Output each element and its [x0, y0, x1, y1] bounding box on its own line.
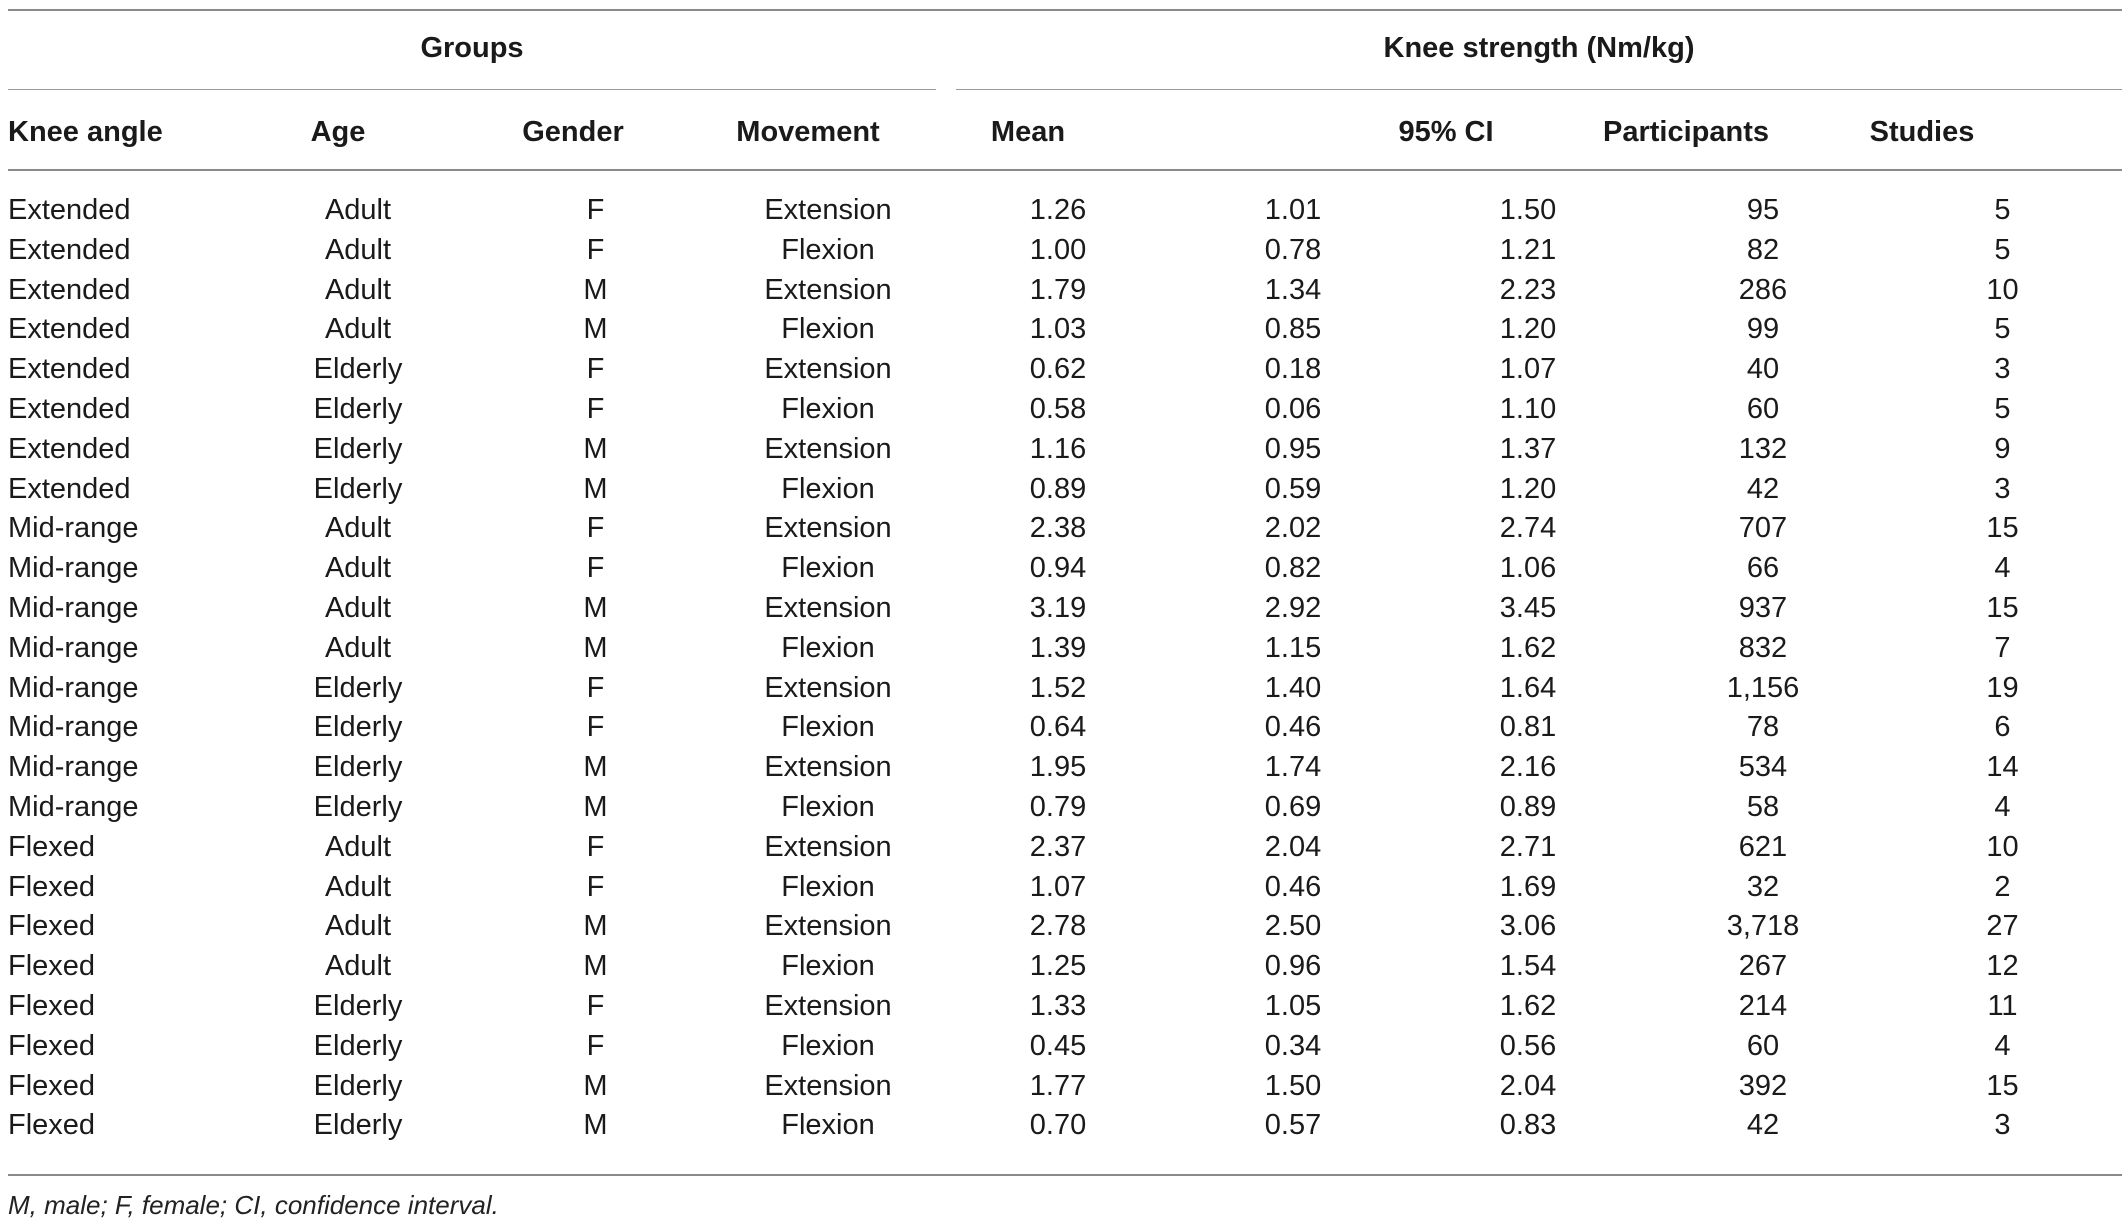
knee-angle-cell: Flexed — [8, 1029, 96, 1062]
ci-lower-cell: 1.34 — [1264, 273, 1322, 306]
studies-cell: 3 — [1994, 472, 2011, 505]
studies-cell: 11 — [1987, 989, 2018, 1022]
movement-cell: Extension — [764, 751, 892, 784]
age-cell: Elderly — [313, 1069, 403, 1102]
movement-cell: Extension — [764, 591, 892, 624]
knee-angle-cell: Mid-range — [8, 631, 139, 664]
col-header-knee-angle: Knee angle — [8, 116, 163, 148]
knee-angle-cell: Flexed — [8, 1069, 96, 1102]
ci-upper-cell: 2.71 — [1499, 830, 1557, 863]
ci-upper-cell: 1.50 — [1499, 194, 1557, 226]
studies-cell: 9 — [1994, 432, 2011, 465]
mean-cell: 0.79 — [1029, 790, 1087, 823]
col-header-mean: Mean — [990, 116, 1066, 148]
participants-cell: 621 — [1738, 830, 1788, 863]
age-cell: Adult — [324, 870, 392, 903]
knee-angle-cell: Extended — [8, 273, 131, 306]
ci-lower-cell: 0.06 — [1264, 392, 1322, 425]
ci-upper-cell: 3.45 — [1499, 591, 1557, 624]
movement-cell: Extension — [764, 989, 892, 1022]
knee-strength-table — [8, 191, 2122, 1146]
participants-cell: 58 — [1746, 790, 1780, 823]
age-cell: Adult — [324, 233, 392, 266]
groups-header: Groups — [420, 32, 524, 64]
knee-angle-cell: Extended — [8, 392, 131, 425]
mean-cell: 0.64 — [1029, 711, 1087, 744]
gender-cell: F — [586, 233, 605, 266]
knee-angle-cell: Mid-range — [8, 751, 139, 784]
studies-cell: 5 — [1994, 313, 2011, 346]
strength-underline — [956, 89, 2122, 90]
participants-cell: 82 — [1746, 233, 1780, 266]
knee-angle-cell: Mid-range — [8, 671, 139, 704]
movement-cell: Flexion — [781, 631, 875, 664]
participants-cell: 40 — [1746, 353, 1780, 386]
col-header-movement: Movement — [736, 116, 880, 148]
studies-cell: 27 — [1986, 910, 2019, 943]
gender-cell: F — [586, 671, 605, 704]
ci-upper-cell: 1.20 — [1499, 472, 1557, 505]
gender-cell: M — [583, 910, 608, 943]
ci-lower-cell: 0.82 — [1264, 552, 1322, 585]
gender-cell: F — [586, 1029, 605, 1062]
ci-upper-cell: 1.10 — [1499, 392, 1557, 425]
mean-cell: 1.26 — [1029, 194, 1087, 226]
ci-lower-cell: 0.46 — [1264, 711, 1322, 744]
ci-upper-cell: 2.74 — [1499, 512, 1557, 545]
participants-cell: 99 — [1746, 313, 1780, 346]
table-row — [8, 669, 2122, 709]
gender-cell: F — [586, 392, 605, 425]
mean-cell: 1.00 — [1029, 233, 1087, 266]
knee-angle-cell: Flexed — [8, 950, 96, 983]
knee-angle-cell: Flexed — [8, 830, 96, 863]
age-cell: Adult — [324, 950, 392, 983]
movement-cell: Flexion — [781, 233, 875, 266]
ci-lower-cell: 1.05 — [1264, 989, 1322, 1022]
ci-upper-cell: 1.64 — [1499, 671, 1557, 704]
ci-lower-cell: 1.74 — [1264, 751, 1322, 784]
col-header-age: Age — [310, 116, 366, 148]
mean-cell: 1.79 — [1029, 273, 1087, 306]
col-header-ci: 95% CI — [1398, 116, 1494, 148]
table-row — [8, 947, 2122, 987]
gender-cell: F — [586, 353, 605, 386]
mean-cell: 1.07 — [1029, 870, 1087, 903]
studies-cell: 19 — [1986, 671, 2019, 704]
table-row — [8, 1027, 2122, 1067]
participants-cell: 42 — [1746, 472, 1780, 505]
mean-cell: 3.19 — [1029, 591, 1087, 624]
participants-cell: 267 — [1738, 950, 1788, 983]
age-cell: Adult — [324, 552, 392, 585]
studies-cell: 5 — [1994, 233, 2011, 266]
participants-cell: 707 — [1738, 512, 1788, 545]
participants-cell: 937 — [1738, 591, 1788, 624]
movement-cell: Flexion — [781, 870, 875, 903]
movement-cell: Extension — [764, 194, 892, 226]
movement-cell: Extension — [764, 512, 892, 545]
studies-cell: 15 — [1986, 591, 2019, 624]
table-row — [8, 748, 2122, 788]
age-cell: Adult — [324, 194, 392, 226]
age-cell: Adult — [324, 313, 392, 346]
ci-upper-cell: 0.56 — [1499, 1029, 1557, 1062]
participants-cell: 32 — [1746, 870, 1780, 903]
col-header-participants: Participants — [1603, 116, 1769, 148]
age-cell: Elderly — [313, 1109, 403, 1142]
participants-cell: 66 — [1746, 552, 1780, 585]
mean-cell: 1.39 — [1029, 631, 1087, 664]
studies-cell: 3 — [1994, 1109, 2011, 1142]
gender-cell: F — [586, 194, 605, 226]
gender-cell: M — [583, 472, 608, 505]
ci-lower-cell: 2.04 — [1264, 830, 1322, 863]
studies-cell: 4 — [1994, 552, 2011, 585]
ci-lower-cell: 0.69 — [1264, 790, 1322, 823]
movement-cell: Extension — [764, 671, 892, 704]
ci-lower-cell: 2.92 — [1264, 591, 1322, 624]
participants-cell: 534 — [1738, 751, 1788, 784]
age-cell: Elderly — [313, 711, 403, 744]
age-cell: Elderly — [313, 989, 403, 1022]
ci-upper-cell: 0.89 — [1499, 790, 1557, 823]
ci-upper-cell: 3.06 — [1499, 910, 1557, 943]
table-row — [8, 231, 2122, 271]
knee-angle-cell: Extended — [8, 313, 131, 346]
ci-lower-cell: 2.02 — [1264, 512, 1322, 545]
studies-cell: 5 — [1994, 392, 2011, 425]
movement-cell: Extension — [764, 432, 892, 465]
ci-upper-cell: 2.04 — [1499, 1069, 1557, 1102]
studies-cell: 5 — [1994, 194, 2011, 226]
movement-cell: Flexion — [781, 711, 875, 744]
knee-angle-cell: Flexed — [8, 910, 96, 943]
gender-cell: F — [586, 711, 605, 744]
studies-cell: 15 — [1986, 1069, 2019, 1102]
mean-cell: 1.16 — [1029, 432, 1087, 465]
age-cell: Elderly — [313, 790, 403, 823]
movement-cell: Extension — [764, 910, 892, 943]
ci-upper-cell: 1.06 — [1499, 552, 1557, 585]
age-cell: Adult — [324, 512, 392, 545]
gender-cell: M — [583, 950, 608, 983]
mean-cell: 0.58 — [1029, 392, 1087, 425]
movement-cell: Flexion — [781, 552, 875, 585]
age-cell: Elderly — [313, 751, 403, 784]
table-row — [8, 907, 2122, 947]
mean-cell: 2.37 — [1029, 830, 1087, 863]
age-cell: Adult — [324, 910, 392, 943]
gender-cell: F — [586, 552, 605, 585]
col-header-studies: Studies — [1869, 116, 1975, 148]
ci-upper-cell: 2.23 — [1499, 273, 1557, 306]
table-row — [8, 390, 2122, 430]
mean-cell: 1.25 — [1029, 950, 1087, 983]
table-row — [8, 350, 2122, 390]
ci-lower-cell: 0.96 — [1264, 950, 1322, 983]
mean-cell: 0.94 — [1029, 552, 1087, 585]
movement-cell: Extension — [764, 1069, 892, 1102]
gender-cell: F — [586, 512, 605, 545]
ci-lower-cell: 0.95 — [1264, 432, 1322, 465]
table-top-rule — [8, 9, 2122, 11]
age-cell: Elderly — [313, 432, 403, 465]
age-cell: Elderly — [313, 353, 403, 386]
mean-cell: 0.62 — [1029, 353, 1087, 386]
mean-cell: 0.70 — [1029, 1109, 1087, 1142]
movement-cell: Flexion — [781, 472, 875, 505]
knee-angle-cell: Extended — [8, 472, 131, 505]
table-row — [8, 788, 2122, 828]
table-row — [8, 509, 2122, 549]
movement-cell: Extension — [764, 353, 892, 386]
table-row — [8, 191, 2122, 231]
gender-cell: M — [583, 751, 608, 784]
age-cell: Elderly — [313, 671, 403, 704]
ci-upper-cell: 2.16 — [1499, 751, 1557, 784]
table-row — [8, 828, 2122, 868]
ci-lower-cell: 0.34 — [1264, 1029, 1322, 1062]
studies-cell: 4 — [1994, 790, 2011, 823]
participants-cell: 832 — [1738, 631, 1788, 664]
ci-lower-cell: 1.40 — [1264, 671, 1322, 704]
table-row — [8, 589, 2122, 629]
studies-cell: 10 — [1986, 830, 2019, 863]
table-row — [8, 310, 2122, 350]
studies-cell: 15 — [1986, 512, 2019, 545]
header-bottom-rule — [8, 169, 2122, 171]
ci-upper-cell: 1.69 — [1499, 870, 1557, 903]
ci-upper-cell: 1.37 — [1499, 432, 1557, 465]
ci-lower-cell: 2.50 — [1264, 910, 1322, 943]
ci-upper-cell: 0.83 — [1499, 1109, 1557, 1142]
mean-cell: 1.77 — [1029, 1069, 1087, 1102]
knee-angle-cell: Flexed — [8, 989, 96, 1022]
knee-angle-cell: Extended — [8, 353, 131, 386]
table-bottom-rule — [8, 1174, 2122, 1176]
ci-upper-cell: 1.20 — [1499, 313, 1557, 346]
studies-cell: 6 — [1994, 711, 2011, 744]
gender-cell: M — [583, 631, 608, 664]
ci-lower-cell: 0.57 — [1264, 1109, 1322, 1142]
ci-lower-cell: 0.78 — [1264, 233, 1322, 266]
participants-cell: 60 — [1746, 1029, 1780, 1062]
knee-angle-cell: Mid-range — [8, 552, 139, 585]
ci-lower-cell: 0.46 — [1264, 870, 1322, 903]
gender-cell: M — [583, 591, 608, 624]
participants-cell: 132 — [1738, 432, 1788, 465]
studies-cell: 3 — [1994, 353, 2011, 386]
ci-lower-cell: 1.15 — [1264, 631, 1322, 664]
table-body — [8, 191, 2122, 1146]
age-cell: Elderly — [313, 392, 403, 425]
mean-cell: 0.45 — [1029, 1029, 1087, 1062]
col-header-gender: Gender — [522, 116, 624, 148]
movement-cell: Flexion — [781, 790, 875, 823]
knee-angle-cell: Extended — [8, 194, 131, 226]
knee-angle-cell: Extended — [8, 432, 131, 465]
knee-angle-cell: Mid-range — [8, 512, 139, 545]
movement-cell: Flexion — [781, 950, 875, 983]
table-row — [8, 1067, 2122, 1107]
knee-strength-header: Knee strength (Nm/kg) — [1383, 32, 1695, 64]
table-row — [8, 430, 2122, 470]
column-header-row — [8, 108, 2122, 156]
table-row — [8, 549, 2122, 589]
age-cell: Elderly — [313, 472, 403, 505]
table-row — [8, 868, 2122, 908]
movement-cell: Extension — [764, 273, 892, 306]
movement-cell: Flexion — [781, 313, 875, 346]
participants-cell: 78 — [1746, 711, 1780, 744]
ci-lower-cell: 0.18 — [1264, 353, 1322, 386]
ci-lower-cell: 1.01 — [1264, 194, 1322, 226]
ci-lower-cell: 0.59 — [1264, 472, 1322, 505]
age-cell: Elderly — [313, 1029, 403, 1062]
knee-angle-cell: Mid-range — [8, 591, 139, 624]
studies-cell: 10 — [1986, 273, 2019, 306]
table-row — [8, 629, 2122, 669]
gender-cell: M — [583, 790, 608, 823]
mean-cell: 1.03 — [1029, 313, 1087, 346]
knee-angle-cell: Extended — [8, 233, 131, 266]
table-row — [8, 987, 2122, 1027]
ci-upper-cell: 1.62 — [1499, 631, 1557, 664]
studies-cell: 2 — [1994, 870, 2011, 903]
gender-cell: F — [586, 830, 605, 863]
knee-angle-cell: Flexed — [8, 870, 96, 903]
table-footnote: M, male; F, female; CI, confidence interval. — [8, 1190, 499, 1220]
participants-cell: 392 — [1738, 1069, 1788, 1102]
studies-cell: 12 — [1986, 950, 2019, 983]
mean-cell: 0.89 — [1029, 472, 1087, 505]
ci-upper-cell: 1.21 — [1499, 233, 1557, 266]
gender-cell: F — [586, 989, 605, 1022]
participants-cell: 60 — [1746, 392, 1780, 425]
knee-angle-cell: Mid-range — [8, 790, 139, 823]
participants-cell: 3,718 — [1726, 910, 1800, 943]
participants-cell: 214 — [1738, 989, 1788, 1022]
gender-cell: M — [583, 1069, 608, 1102]
movement-cell: Extension — [764, 830, 892, 863]
mean-cell: 2.38 — [1029, 512, 1087, 545]
ci-upper-cell: 1.62 — [1499, 989, 1557, 1022]
gender-cell: M — [583, 432, 608, 465]
studies-cell: 14 — [1986, 751, 2019, 784]
participants-cell: 286 — [1738, 273, 1788, 306]
movement-cell: Flexion — [781, 1109, 875, 1142]
ci-lower-cell: 0.85 — [1264, 313, 1322, 346]
gender-cell: M — [583, 273, 608, 306]
mean-cell: 2.78 — [1029, 910, 1087, 943]
age-cell: Adult — [324, 591, 392, 624]
movement-cell: Flexion — [781, 1029, 875, 1062]
ci-upper-cell: 1.54 — [1499, 950, 1557, 983]
ci-lower-cell: 1.50 — [1264, 1069, 1322, 1102]
participants-cell: 42 — [1746, 1109, 1780, 1142]
table-row — [8, 708, 2122, 748]
mean-cell: 1.95 — [1029, 751, 1087, 784]
table-row — [8, 470, 2122, 510]
age-cell: Adult — [324, 273, 392, 306]
studies-cell: 4 — [1994, 1029, 2011, 1062]
movement-cell: Flexion — [781, 392, 875, 425]
table-row — [8, 1106, 2122, 1146]
mean-cell: 1.52 — [1029, 671, 1087, 704]
groups-underline — [8, 89, 936, 90]
knee-angle-cell: Mid-range — [8, 711, 139, 744]
gender-cell: F — [586, 870, 605, 903]
knee-angle-cell: Flexed — [8, 1109, 96, 1142]
age-cell: Adult — [324, 631, 392, 664]
age-cell: Adult — [324, 830, 392, 863]
studies-cell: 7 — [1994, 631, 2011, 664]
table-row — [8, 271, 2122, 311]
gender-cell: M — [583, 313, 608, 346]
gender-cell: M — [583, 1109, 608, 1142]
ci-upper-cell: 1.07 — [1499, 353, 1557, 386]
mean-cell: 1.33 — [1029, 989, 1087, 1022]
participants-cell: 95 — [1746, 194, 1780, 226]
ci-upper-cell: 0.81 — [1499, 711, 1557, 744]
participants-cell: 1,156 — [1726, 671, 1800, 704]
